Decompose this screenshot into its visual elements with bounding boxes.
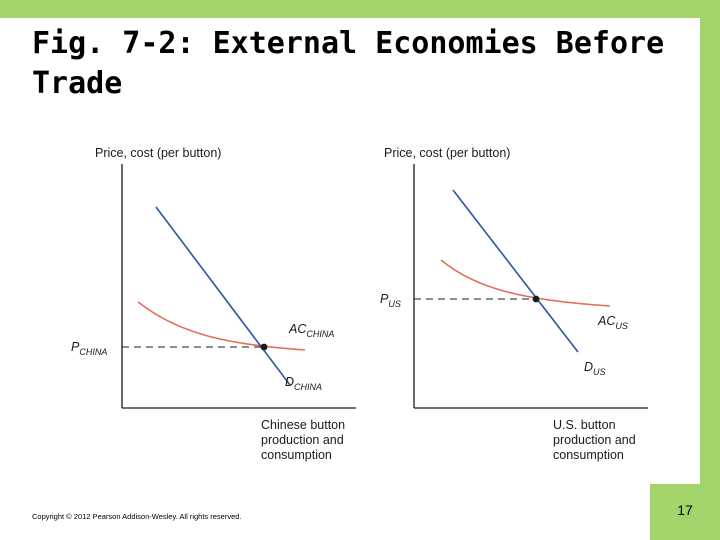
us-equilibrium-point	[533, 296, 540, 303]
copyright-notice: Copyright © 2012 Pearson Addison-Wesley. All rights reserved.	[32, 512, 242, 521]
page-number-box	[650, 484, 720, 540]
page-number: 17	[677, 502, 693, 518]
us-panel	[380, 146, 648, 462]
china-equilibrium-point	[261, 344, 268, 351]
china-y-axis-label: Price, cost (per button)	[95, 146, 222, 160]
us-demand-label: $D_{US}$	[584, 360, 606, 377]
us-x-axis-label: U.S. button production and consumption	[553, 418, 636, 462]
china-ac-label: $AC_{CHINA}$	[289, 322, 335, 339]
us-demand-line	[453, 190, 578, 352]
us-ac-label: $AC_{US}$	[598, 314, 628, 331]
china-panel	[71, 146, 356, 462]
china-demand-label: $D_{CHINA}$	[285, 375, 323, 392]
china-average-cost-curve	[138, 302, 305, 350]
slide-title: Fig. 7-2: External Economies Before Trade	[32, 26, 665, 101]
china-x-axis-label: Chinese button production and consumption	[261, 418, 346, 462]
us-price-label: $P_{US}$	[380, 292, 401, 309]
china-price-label: $P_{CHINA}$	[71, 340, 108, 357]
us-y-axis-label: Price, cost (per button)	[384, 146, 511, 160]
china-demand-line	[156, 207, 290, 385]
